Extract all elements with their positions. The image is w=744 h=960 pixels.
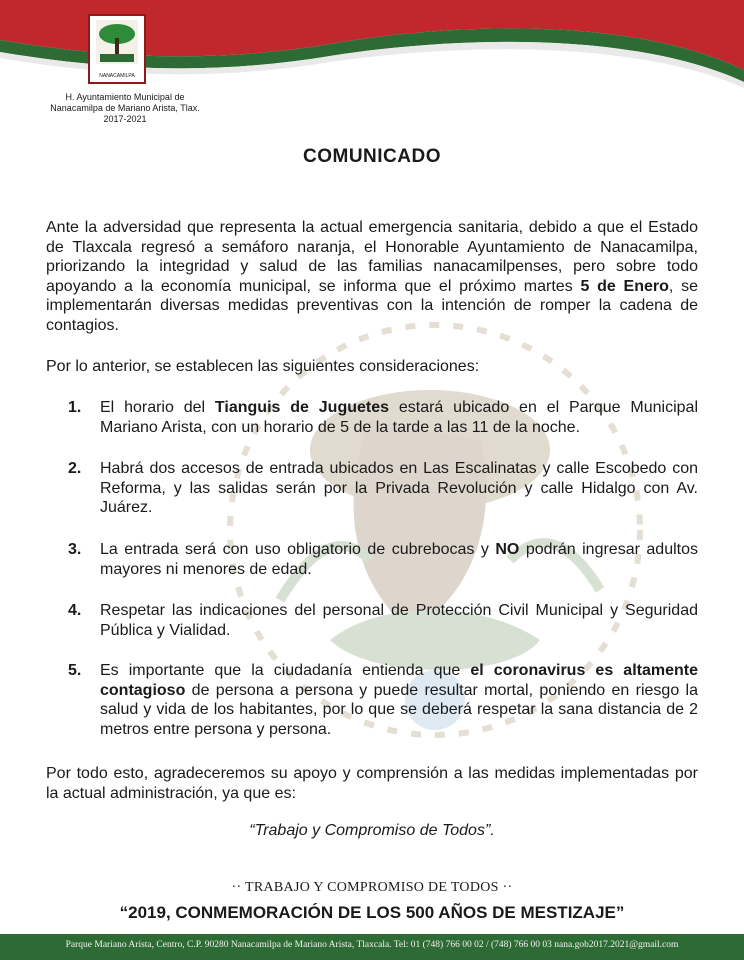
document-title: COMUNICADO: [303, 146, 441, 167]
item-text-c: de persona a persona y puede resultar mortal, poniendo en riesgo la salud y vida de los habitantes, por lo que se deberá respetar la sana distancia de 2 metros entre persona y persona.: [100, 681, 698, 738]
motto: “Trabajo y Compromiso de Todos”.: [249, 822, 495, 839]
item-text-bold: el coronavirus es altamente contagioso: [100, 662, 698, 699]
item-text-a: El horario del: [100, 399, 215, 416]
item-number: 5.: [68, 662, 82, 679]
item-text: Respetar las indicaciones del personal de Protección Civil Municipal y Seguridad Pública y Vialidad.: [100, 602, 698, 639]
footer-year-line: “2019, CONMEMORACIÓN DE LOS 500 AÑOS DE MESTIZAJE”: [119, 903, 625, 922]
item-text-c: estará ubicado en el Parque Municipal Mariano Arista, con un horario de 5 de la tarde a las 11 de la noche.: [100, 399, 699, 436]
item-text: Habrá dos accesos de entrada ubicados en Las Escalinatas y calle Escobedo con Reforma, y las salidas serán por la Privada Revolución y calle Hidalgo con Av. Juárez.: [100, 460, 698, 516]
org-line-2: Nanacamilpa de Mariano Arista, Tlax.: [50, 103, 200, 113]
footer-slogan: ·· TRABAJO Y COMPROMISO DE TODOS ··: [231, 880, 513, 895]
intro-paragraph: [46, 218, 698, 335]
closing-paragraph: Por todo esto, agradeceremos su apoyo y comprensión a las medidas implementadas por la actual administración, ya que es:: [46, 765, 698, 802]
item-number: 3.: [68, 541, 82, 558]
tree-emblem-icon: [96, 20, 138, 64]
item-text-bold: NO: [495, 541, 520, 558]
organization-name: [40, 92, 210, 125]
intro-date: 5 de Enero: [580, 277, 669, 295]
footer-address-bar: [0, 934, 744, 960]
item-text: [100, 398, 698, 437]
item-text-c: podrán ingresar adultos mayores ni menores de edad.: [100, 541, 698, 578]
item-text-a: La entrada será con uso obligatorio de cubrebocas y: [100, 541, 496, 558]
org-line-3: 2017-2021: [103, 114, 147, 124]
lead-paragraph: Por lo anterior, se establecen las siguientes consideraciones:: [46, 358, 480, 375]
intro-text-c: , se implementarán diversas medidas preventivas con la intención de romper la cadena de contagios.: [46, 277, 698, 334]
footer-address: Parque Mariano Arista, Centro, C.P. 90280 Nanacamilpa de Mariano Arista, Tlaxcala. Tel: 01 (748) 766 00 02 / (748) 766 00 03 nana.gob2017.2021@gmail.com: [65, 940, 679, 950]
municipal-logo: [88, 14, 146, 84]
item-number: 4.: [68, 602, 82, 619]
intro-text-a: Ante la adversidad que representa la actual emergencia sanitaria, debido a que el Estado de Tlaxcala regresó a semáforo naranja, el Honorable Ayuntamiento de Nanacamilpa, priorizando la integridad y salud de las familias nanacamilpenses, pero sobre todo apoyando a la economía municipal, se informa que el próximo martes: [46, 219, 698, 295]
item-text: [100, 540, 698, 579]
logo-label: NANACAMILPA: [99, 73, 135, 79]
item-number: 1.: [68, 399, 82, 416]
org-line-1: H. Ayuntamiento Municipal de: [65, 92, 185, 102]
item-text-bold: Tianguis de Juguetes: [214, 399, 390, 416]
item-number: 2.: [68, 460, 82, 477]
item-text-a: Es importante que la ciudadanía entienda que: [100, 662, 471, 679]
item-text: [100, 661, 698, 739]
